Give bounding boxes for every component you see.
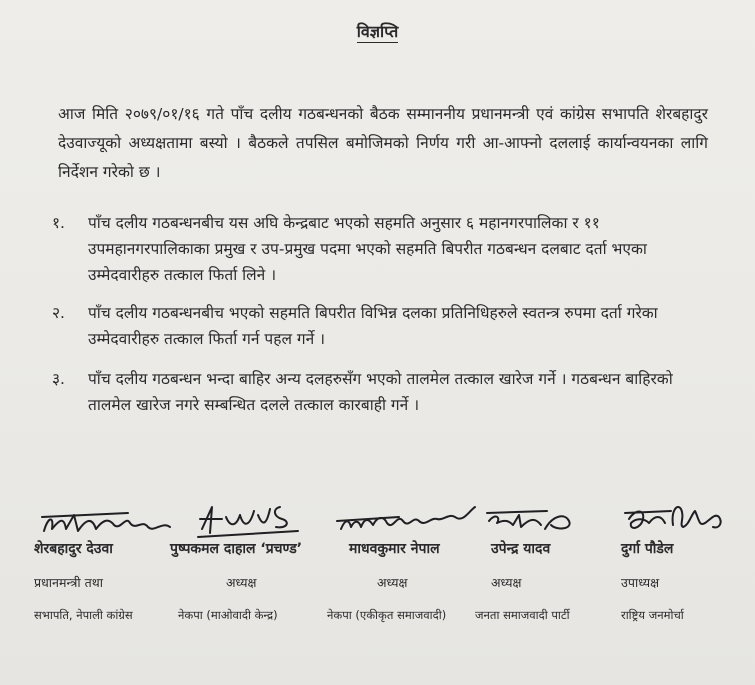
decision-text: पाँच दलीय गठबन्धनबीच भएको सहमति बिपरीत विभिन्न दलका प्रतिनिधिहरुले स्वतन्त्र रुपमा दर्ता गरेका उम्मेदवारीहरु तत्काल फिर्ता गर्न पहल गर्ने ।	[88, 304, 658, 348]
signatory-party: राष्ट्रिय जनमोर्चा	[621, 608, 684, 622]
signatory-role: अध्यक्ष	[377, 575, 408, 590]
signatory-party: नेकपा (एकीकृत समाजवादी)	[327, 608, 447, 622]
signatory-party: नेकपा (माओवादी केन्द्र)	[178, 608, 278, 622]
decision-number: ३.	[52, 370, 65, 388]
signatory-role: अध्यक्ष	[491, 575, 522, 590]
signatory-role: अध्यक्ष	[226, 575, 257, 590]
signatory-name: शेरबहादुर देउवा	[34, 541, 113, 557]
signatory-role: उपाध्यक्ष	[621, 575, 660, 590]
handwritten-signature	[615, 495, 735, 545]
signatory-name: माधवकुमार नेपाल	[349, 541, 440, 557]
signatory-name: उपेन्द्र यादव	[491, 541, 551, 557]
handwritten-signature	[485, 495, 595, 545]
signatory-name: पुष्पकमल दाहाल ‘प्रचण्ड’	[170, 541, 303, 557]
signatory-party: सभापति, नेपाली कांग्रेस	[34, 608, 133, 622]
decision-text: पाँच दलीय गठबन्धनबीच यस अघि केन्द्रबाट भएको सहमति अनुसार ६ महानगरपालिका र ११ उपमहानगरपालिकाका प्रमुख र उप-प्रमुख पदमा भएको सहमति बिपरीत गठबन्धन दलबाट दर्ता भएका उम्मेदवारीहरु तत्काल फिर्ता लिने ।	[88, 214, 647, 284]
decision-item-3	[52, 366, 712, 418]
decision-item-1	[52, 210, 712, 288]
handwritten-signature	[30, 495, 180, 545]
notice-title-text: विज्ञप्ति	[356, 22, 399, 41]
decision-number: २.	[52, 304, 65, 322]
decision-item-2	[52, 300, 712, 352]
signatory-role: प्रधानमन्त्री तथा	[34, 575, 103, 590]
decision-text: पाँच दलीय गठबन्धन भन्दा बाहिर अन्य दलहरुसँग भएको तालमेल तत्काल खारेज गर्ने । गठबन्धन बाहिरको तालमेल खारेज नगरे सम्बन्धित दलले तत्काल कारबाही गर्ने ।	[88, 370, 673, 414]
handwritten-signature	[335, 495, 485, 545]
decision-number: १.	[52, 214, 65, 232]
handwritten-signature	[170, 495, 320, 545]
signatory-party: जनता समाजवादी पार्टी	[475, 608, 570, 622]
signatory-name: दुर्गा पौडेल	[621, 541, 674, 557]
notice-intro: आज मिति २०७९/०१/१६ गते पाँच दलीय गठबन्धनको बैठक सम्माननीय प्रधानमन्त्री एवं कांग्रेस सभापति शेरबहादुर देउवाज्यूको अध्यक्षतामा बस्यो । बैठकले तपसिल बमोजिमको निर्णय गरी आ-आफ्नो दललाई कार्यान्वयनका लागि निर्देशन गरेको छ ।	[58, 105, 708, 181]
notice-title	[0, 20, 755, 42]
